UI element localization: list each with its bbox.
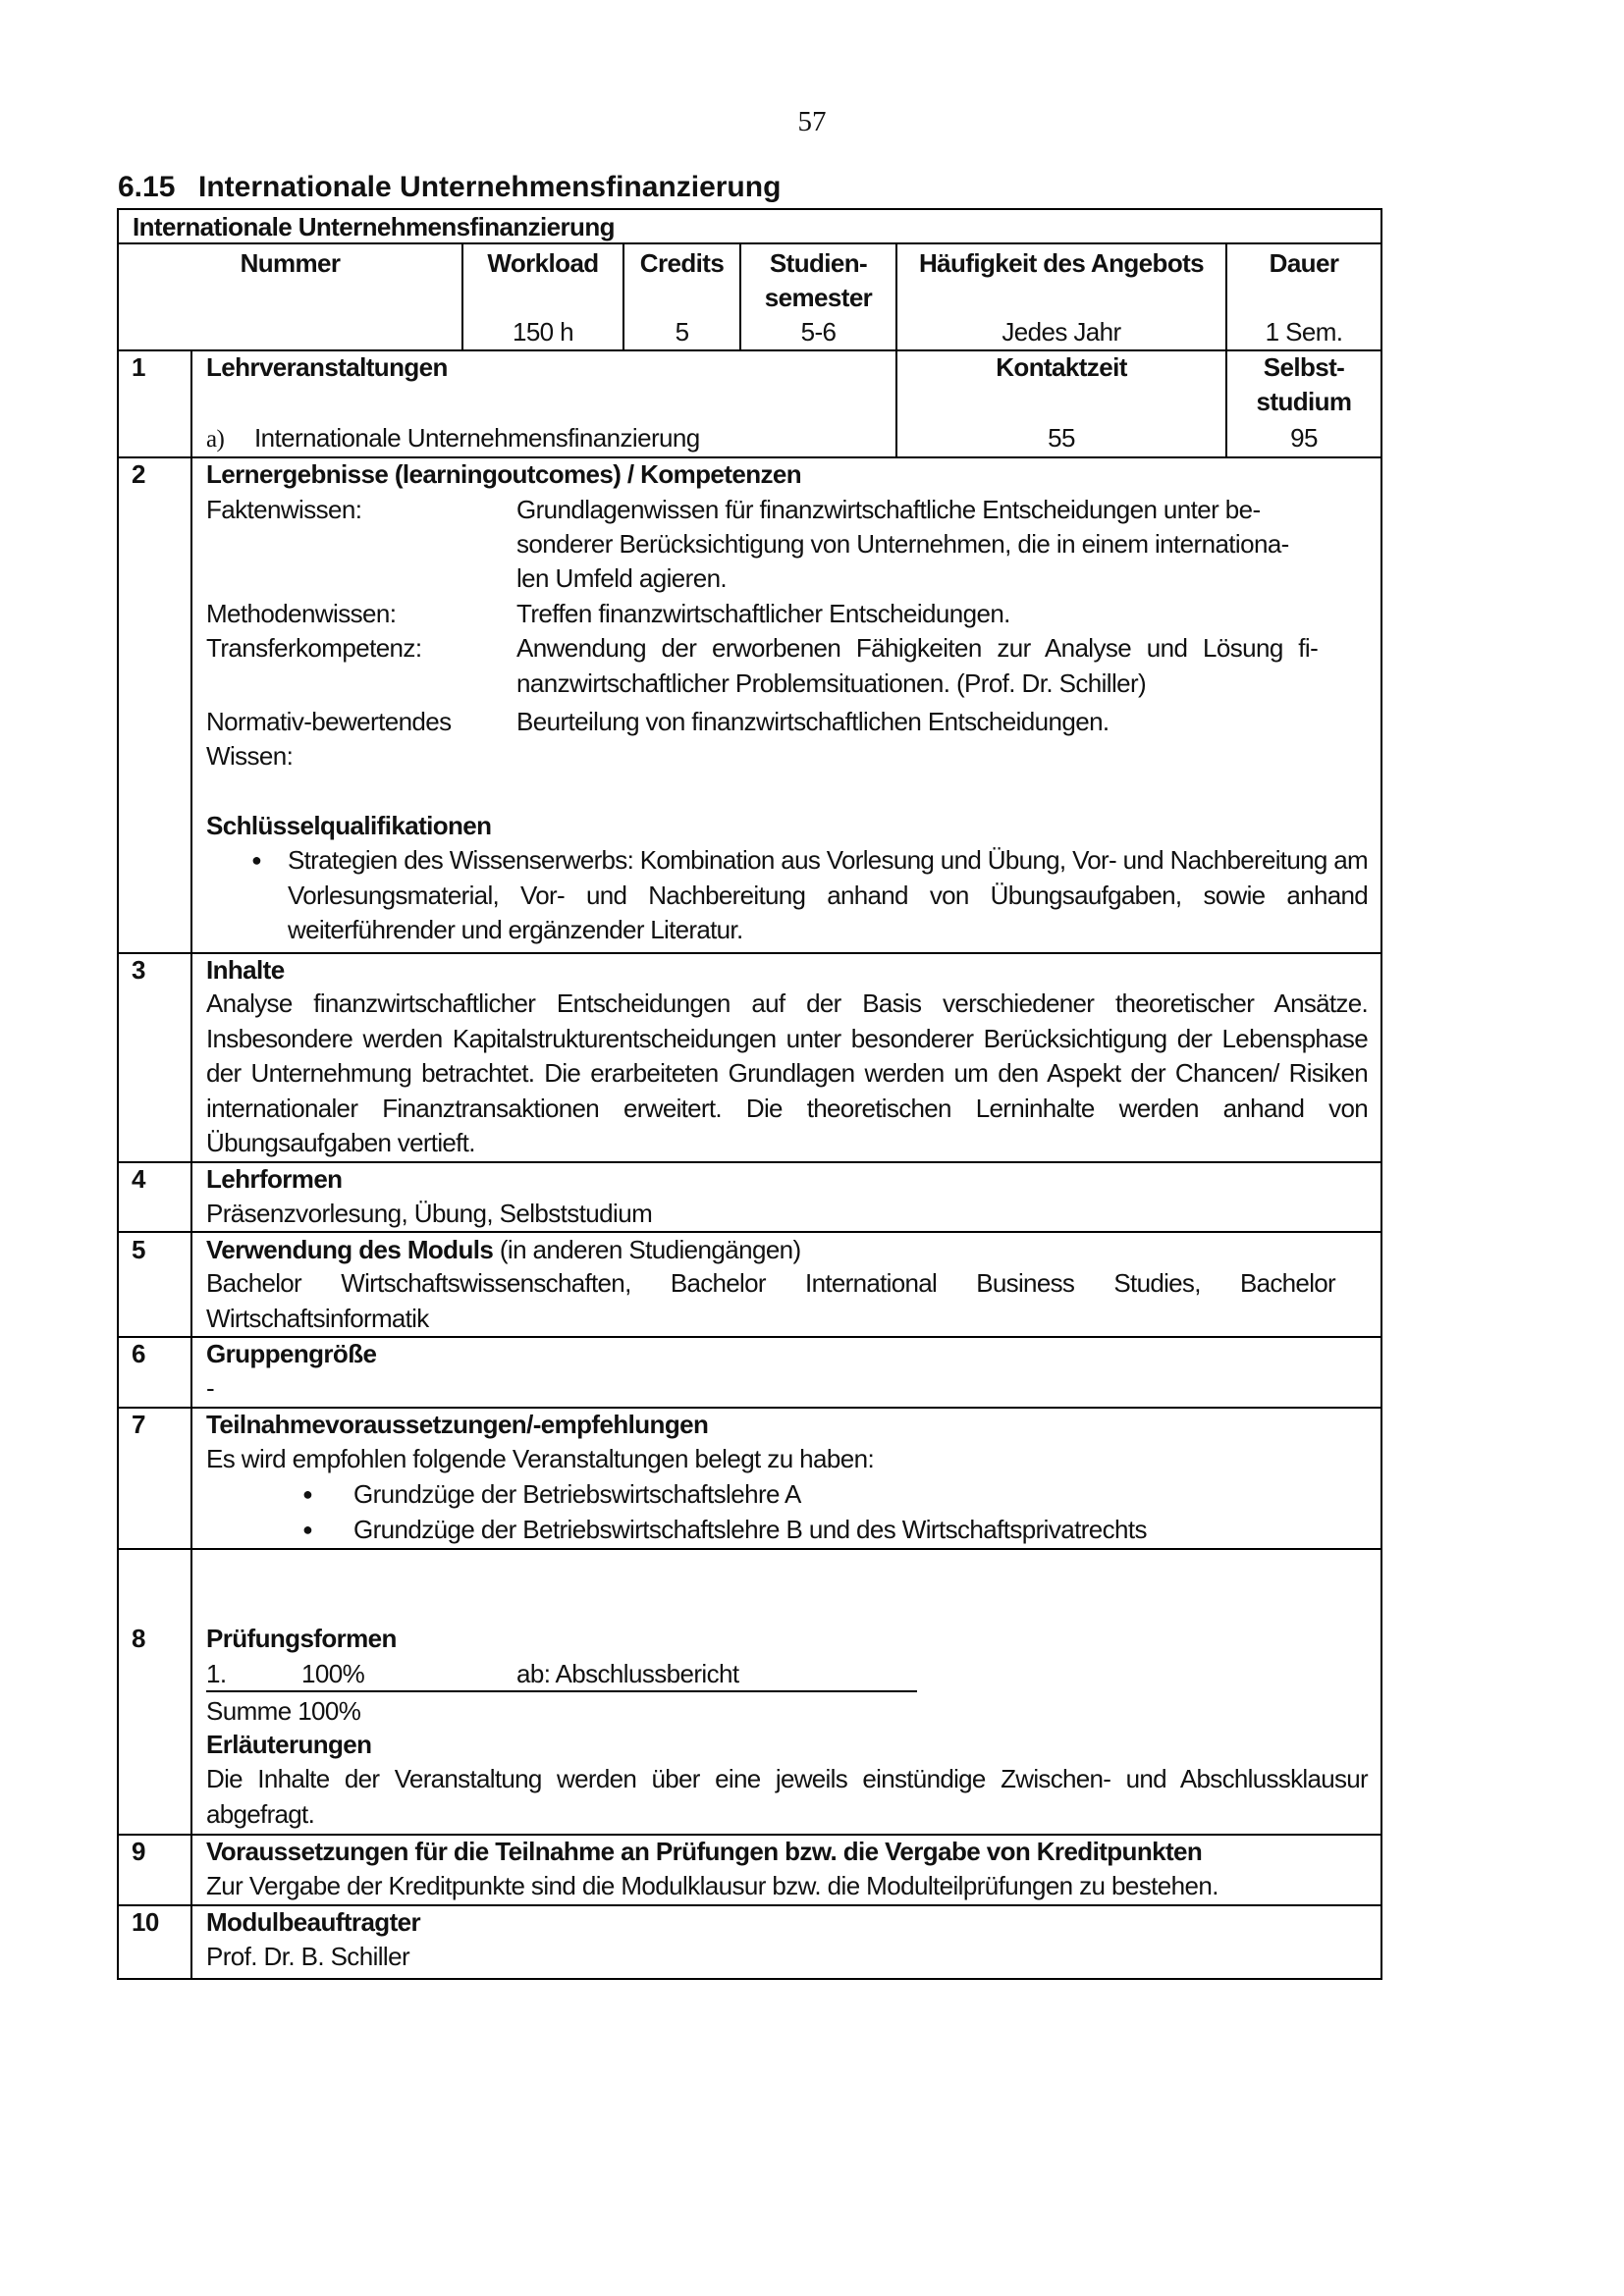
credit-req-text: Zur Vergabe der Kreditpunkte sind die Modulklausur bzw. die Modulteilprüfungen zu bestehen. xyxy=(206,1871,1218,1900)
exam-heading: Prüfungsformen xyxy=(206,1624,397,1653)
exam-notes-text: Die Inhalte der Veranstaltung werden über eine jeweils einstündige Zwischen- und Abschlussklausur abgefragt. xyxy=(206,1764,1368,1829)
exam-row-type: ab: Abschlussbericht xyxy=(516,1659,739,1688)
contents-heading: Inhalte xyxy=(206,955,285,985)
usage-heading-bold: Verwendung des Moduls xyxy=(206,1235,494,1264)
exam-row-percent: 100% xyxy=(301,1659,365,1688)
prereq-item-1: Grundzüge der Betriebswirtschaftslehre A xyxy=(353,1479,801,1509)
row-number-9: 9 xyxy=(132,1837,145,1866)
group-heading: Gruppengröße xyxy=(206,1339,377,1368)
normativ-label-line1: Normativ-bewertendes xyxy=(206,707,452,736)
methodenwissen-label: Methodenwissen: xyxy=(206,599,397,628)
coordinator-text: Prof. Dr. B. Schiller xyxy=(206,1942,410,1971)
forms-text: Präsenzvorlesung, Übung, Selbststudium xyxy=(206,1199,653,1228)
transferkompetenz-line2: nanzwirtschaftlicher Problemsituationen. (Prof. Dr. Schiller) xyxy=(516,668,1147,698)
group-text: - xyxy=(206,1373,215,1403)
courses-heading: Lehrveranstaltungen xyxy=(206,352,448,382)
faktenwissen-line1: Grundlagenwissen für finanzwirtschaftliche Entscheidungen unter be- xyxy=(516,495,1261,524)
key-qualifications-heading: Schlüsselqualifikationen xyxy=(206,811,492,840)
transferkompetenz-line1: Anwendung der erworbenen Fähigkeiten zur Analyse und Lösung fi- xyxy=(516,633,1319,663)
row-number-5: 5 xyxy=(132,1235,145,1264)
key-qualifications-item: Strategien des Wissenserwerbs: Kombination aus Vorlesung und Übung, Vor- und Nachbereitung am Vorlesungsmaterial, Vor- und Nachbereitung anhand von Übungsaufgaben, sowie anhand weiterführender und ergänzender Literatur. xyxy=(288,845,1368,945)
value-frequency: Jedes Jahr xyxy=(1001,317,1121,347)
usage-text: Bachelor Wirtschaftswissenschaften, Bachelor International Business Studies, Bachelor Wirtschaftsinformatik xyxy=(206,1268,1335,1333)
prereq-intro: Es wird empfohlen folgende Veranstaltungen belegt zu haben: xyxy=(206,1444,875,1473)
header-duration: Dauer xyxy=(1269,248,1339,278)
self-study-header-line1: Selbst- xyxy=(1263,352,1345,382)
faktenwissen-label: Faktenwissen: xyxy=(206,495,362,524)
section-number: 6.15 xyxy=(118,171,176,203)
prereq-heading: Teilnahmevoraussetzungen/-empfehlungen xyxy=(206,1410,709,1439)
transferkompetenz-label: Transferkompetenz: xyxy=(206,633,422,663)
coordinator-heading: Modulbeauftragter xyxy=(206,1907,421,1937)
module-name: Internationale Unternehmensfinanzierung xyxy=(133,212,615,241)
header-semester-line1: Studien- xyxy=(769,248,868,278)
normativ-text: Beurteilung von finanzwirtschaftlichen Entscheidungen. xyxy=(516,707,1110,736)
row-number-1: 1 xyxy=(132,352,145,382)
header-credits: Credits xyxy=(639,248,725,278)
contact-time-header: Kontaktzeit xyxy=(996,352,1127,382)
usage-heading-suffix: (in anderen Studiengängen) xyxy=(493,1235,801,1264)
contact-time-value: 55 xyxy=(1048,423,1075,453)
methodenwissen-text: Treffen finanzwirtschaftlicher Entscheidungen. xyxy=(516,599,1010,628)
exam-notes-heading: Erläuterungen xyxy=(206,1730,372,1759)
bullet-icon: ● xyxy=(302,1484,313,1504)
prereq-item-2: Grundzüge der Betriebswirtschaftslehre B und des Wirtschaftsprivatrechts xyxy=(353,1515,1147,1544)
usage-heading xyxy=(206,1233,801,1267)
exam-row-number: 1. xyxy=(206,1659,227,1688)
row-number-2: 2 xyxy=(132,459,145,489)
row-number-6: 6 xyxy=(132,1339,145,1368)
header-workload: Workload xyxy=(487,248,599,278)
section-title: Internationale Unternehmensfinanzierung xyxy=(198,171,782,203)
row-number-8: 8 xyxy=(132,1624,145,1653)
value-workload: 150 h xyxy=(512,317,574,347)
value-semester: 5-6 xyxy=(800,317,837,347)
header-frequency: Häufigkeit des Angebots xyxy=(918,248,1205,278)
self-study-value: 95 xyxy=(1290,423,1318,453)
exam-sum: Summe 100% xyxy=(206,1696,361,1726)
outcomes-heading: Lernergebnisse (learningoutcomes) / Kompetenzen xyxy=(206,459,802,489)
contents-text: Analyse finanzwirtschaftlicher Entscheidungen auf der Basis verschiedener theoretischer Ansätze. Insbesondere werden Kapitalstrukturentscheidungen unter besonderer Berücksichtigung der Lebensphase der Unternehmung betrachtet. Die erarbeiteten Grundlagen werden um den Aspekt der Chancen/ Risiken internationaler Finanztransaktionen erweitert. Die theoretischen Lerninhalte werden anhand von Übungsaufgaben vertieft. xyxy=(206,988,1368,1158)
bullet-icon: ● xyxy=(302,1520,313,1539)
value-duration: 1 Sem. xyxy=(1265,317,1343,347)
header-nummer: Nummer xyxy=(240,248,341,278)
row-number-10: 10 xyxy=(132,1907,159,1937)
faktenwissen-line3: len Umfeld agieren. xyxy=(516,563,728,593)
bullet-icon: ● xyxy=(251,850,262,870)
course-item-letter: a) xyxy=(206,426,225,453)
page-number: 57 xyxy=(797,106,827,137)
exam-row-underline xyxy=(206,1690,917,1692)
row-number-4: 4 xyxy=(132,1164,145,1194)
header-semester-line2: semester xyxy=(764,283,873,312)
normativ-label-line2: Wissen: xyxy=(206,741,294,771)
course-item-name: Internationale Unternehmensfinanzierung xyxy=(254,423,700,453)
value-credits: 5 xyxy=(675,317,689,347)
row-number-7: 7 xyxy=(132,1410,145,1439)
self-study-header-line2: studium xyxy=(1256,387,1352,416)
row-number-3: 3 xyxy=(132,955,145,985)
forms-heading: Lehrformen xyxy=(206,1164,343,1194)
faktenwissen-line2: sonderer Berücksichtigung von Unternehmen, die in einem internationa- xyxy=(516,529,1289,559)
section-heading xyxy=(118,171,781,204)
credit-req-heading: Voraussetzungen für die Teilnahme an Prüfungen bzw. die Vergabe von Kreditpunkten xyxy=(206,1837,1203,1866)
